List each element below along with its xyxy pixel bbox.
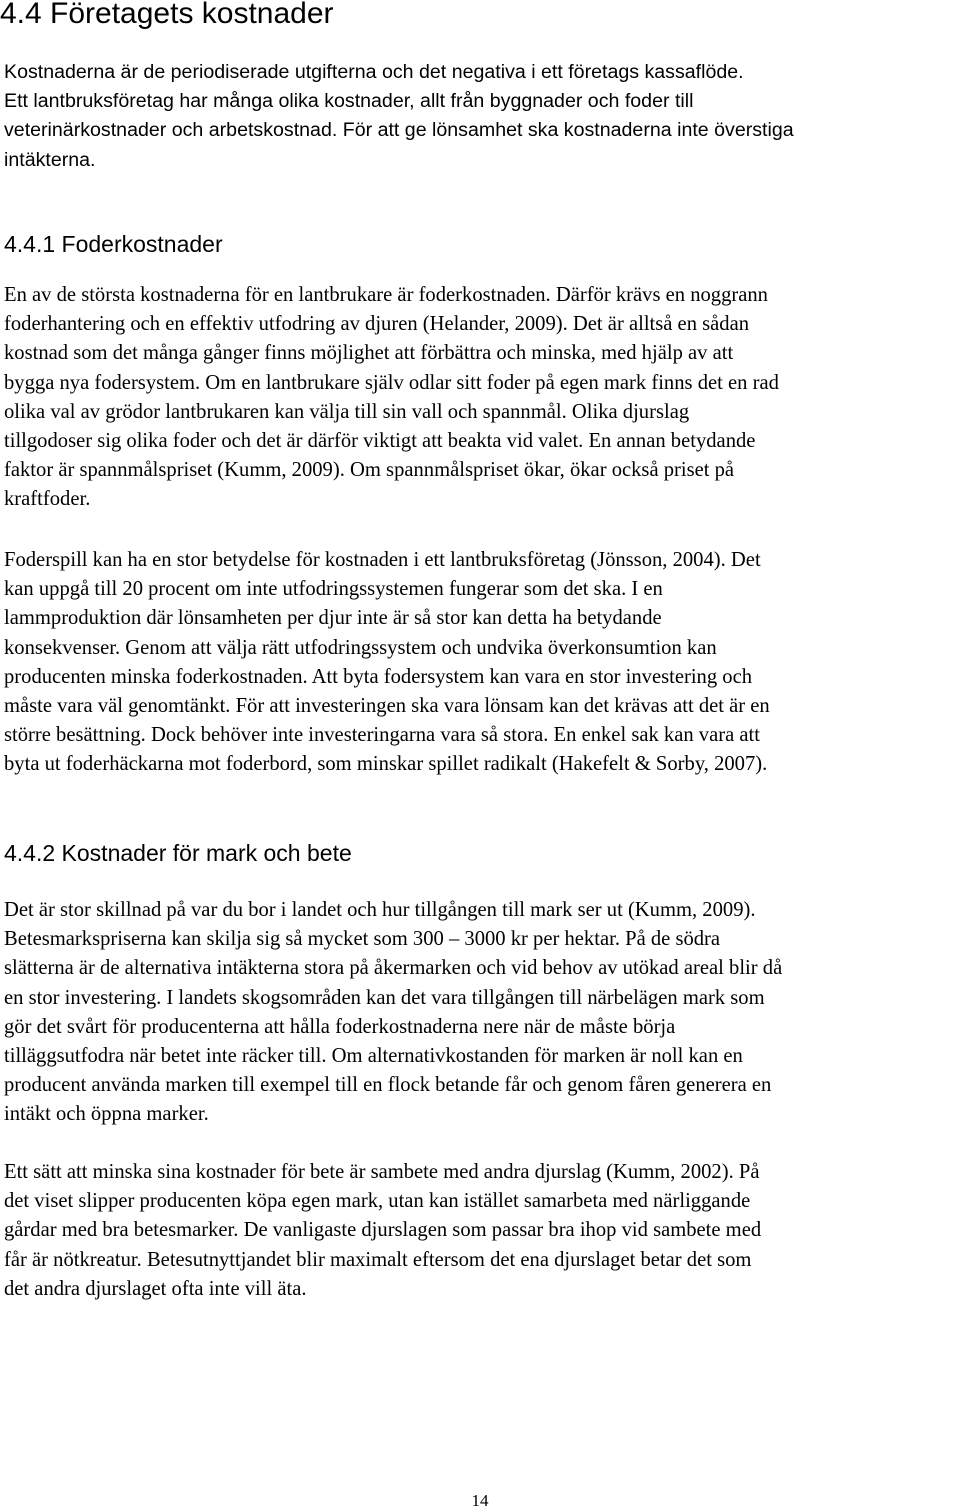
text-line: tillgodoser sig olika foder och det är därför viktigt att beakta vid valet. En annan betydande [4, 430, 756, 453]
text-line: kostnad som det många gånger finns möjlighet att förbättra och minska, med hjälp av att [4, 342, 734, 365]
text-line: konsekvenser. Genom att välja rätt utfodringssystem och undvika överkonsumtion kan [4, 636, 717, 659]
mark-och-bete-paragraph-1 [4, 896, 960, 1130]
text-line: större besättning. Dock behöver inte investeringarna vara så stora. En enkel sak kan vara att [4, 724, 760, 747]
text-line: får är nötkreatur. Betesutnyttjandet blir maximalt eftersom det ena djurslaget betar det som [4, 1248, 752, 1271]
text-line: En av de största kostnaderna för en lantbrukare är foderkostnaden. Därför krävs en noggrann [4, 284, 768, 306]
text-line: slätterna är de alternativa intäkterna stora på åkermarken och vid behov av utökad areal blir då [4, 957, 783, 980]
text-line: veterinärkostnader och arbetskostnad. För att ge lönsamhet ska kostnaderna inte överstiga [4, 119, 794, 142]
text-line: bygga nya fodersystem. Om en lantbrukare själv odlar sitt foder på egen mark finns det en rad [4, 371, 779, 394]
text-line: tilläggsutfodra när betet inte räcker till. Om alternativkostanden för marken är noll kan en [4, 1045, 743, 1068]
text-line: byta ut foderhäckarna mot foderbord, som minskar spillet radikalt (Hakefelt & Sorby, 2007). [4, 753, 768, 776]
subsection-heading-mark-och-bete: 4.4.2 Kostnader för mark och bete [4, 840, 352, 866]
text-line: Betesmarkspriserna kan skilja sig så mycket som 300 – 3000 kr per hektar. På de södra [4, 928, 721, 951]
text-line: Ett sätt att minska sina kostnader för bete är sambete med andra djurslag (Kumm, 2002). På [4, 1161, 760, 1183]
text-line: producent använda marken till exempel till en flock betande får och genom fåren generera en [4, 1074, 772, 1097]
text-line: en stor investering. I landets skogsområden kan det vara tillgången till närbelägen mark som [4, 986, 765, 1009]
text-line: olika val av grödor lantbrukaren kan välja till sin vall och spannmål. Olika djurslag [4, 400, 690, 423]
text-line: det viset slipper producenten köpa egen mark, utan kan istället samarbeta med närliggande [4, 1190, 751, 1213]
text-line: Ett lantbruksföretag har många olika kostnader, allt från byggnader och foder till [4, 90, 694, 113]
section-intro-paragraph [4, 58, 960, 175]
text-line: producenten minska foderkostnaden. Att byta fodersystem kan vara en stor investering och [4, 665, 753, 688]
text-line: Kostnaderna är de periodiserade utgifterna och det negativa i ett företags kassaflöde. [4, 61, 744, 83]
text-line: lammproduktion där lönsamheten per djur inte är så stor kan detta ha betydande [4, 607, 662, 630]
text-line: gårdar med bra betesmarker. De vanligaste djurslagen som passar bra ihop vid sambete med [4, 1219, 762, 1242]
foderkostnader-paragraph-2 [4, 546, 960, 780]
text-line: kraftfoder. [4, 488, 91, 511]
text-line: gör det svårt för producenterna att hålla foderkostnaderna nere när de måste börja [4, 1015, 676, 1038]
text-line: Det är stor skillnad på var du bor i landet och hur tillgången till mark ser ut (Kumm, 2009). [4, 899, 756, 921]
section-heading: 4.4 Företagets kostnader [0, 0, 334, 30]
text-line: måste vara väl genomtänkt. För att investeringen ska vara lönsam kan det krävas att det är en [4, 695, 770, 718]
text-line: kan uppgå till 20 procent om inte utfodringssystemen fungerar som det ska. I en [4, 578, 663, 601]
text-line: intäkterna. [4, 148, 96, 171]
text-line: foderhantering och en effektiv utfodring av djuren (Helander, 2009). Det är alltså en sådan [4, 313, 750, 336]
foderkostnader-paragraph-1 [4, 281, 960, 515]
mark-och-bete-paragraph-2 [4, 1158, 960, 1304]
text-line: det andra djurslaget ofta inte vill äta. [4, 1277, 307, 1300]
page-number: 14 [471, 1491, 489, 1510]
subsection-heading-foderkostnader: 4.4.1 Foderkostnader [4, 231, 223, 257]
text-line: Foderspill kan ha en stor betydelse för kostnaden i ett lantbruksföretag (Jönsson, 2004). Det [4, 549, 761, 571]
text-line: faktor är spannmålspriset (Kumm, 2009). Om spannmålspriset ökar, ökar också priset på [4, 459, 735, 482]
text-line: intäkt och öppna marker. [4, 1103, 209, 1126]
